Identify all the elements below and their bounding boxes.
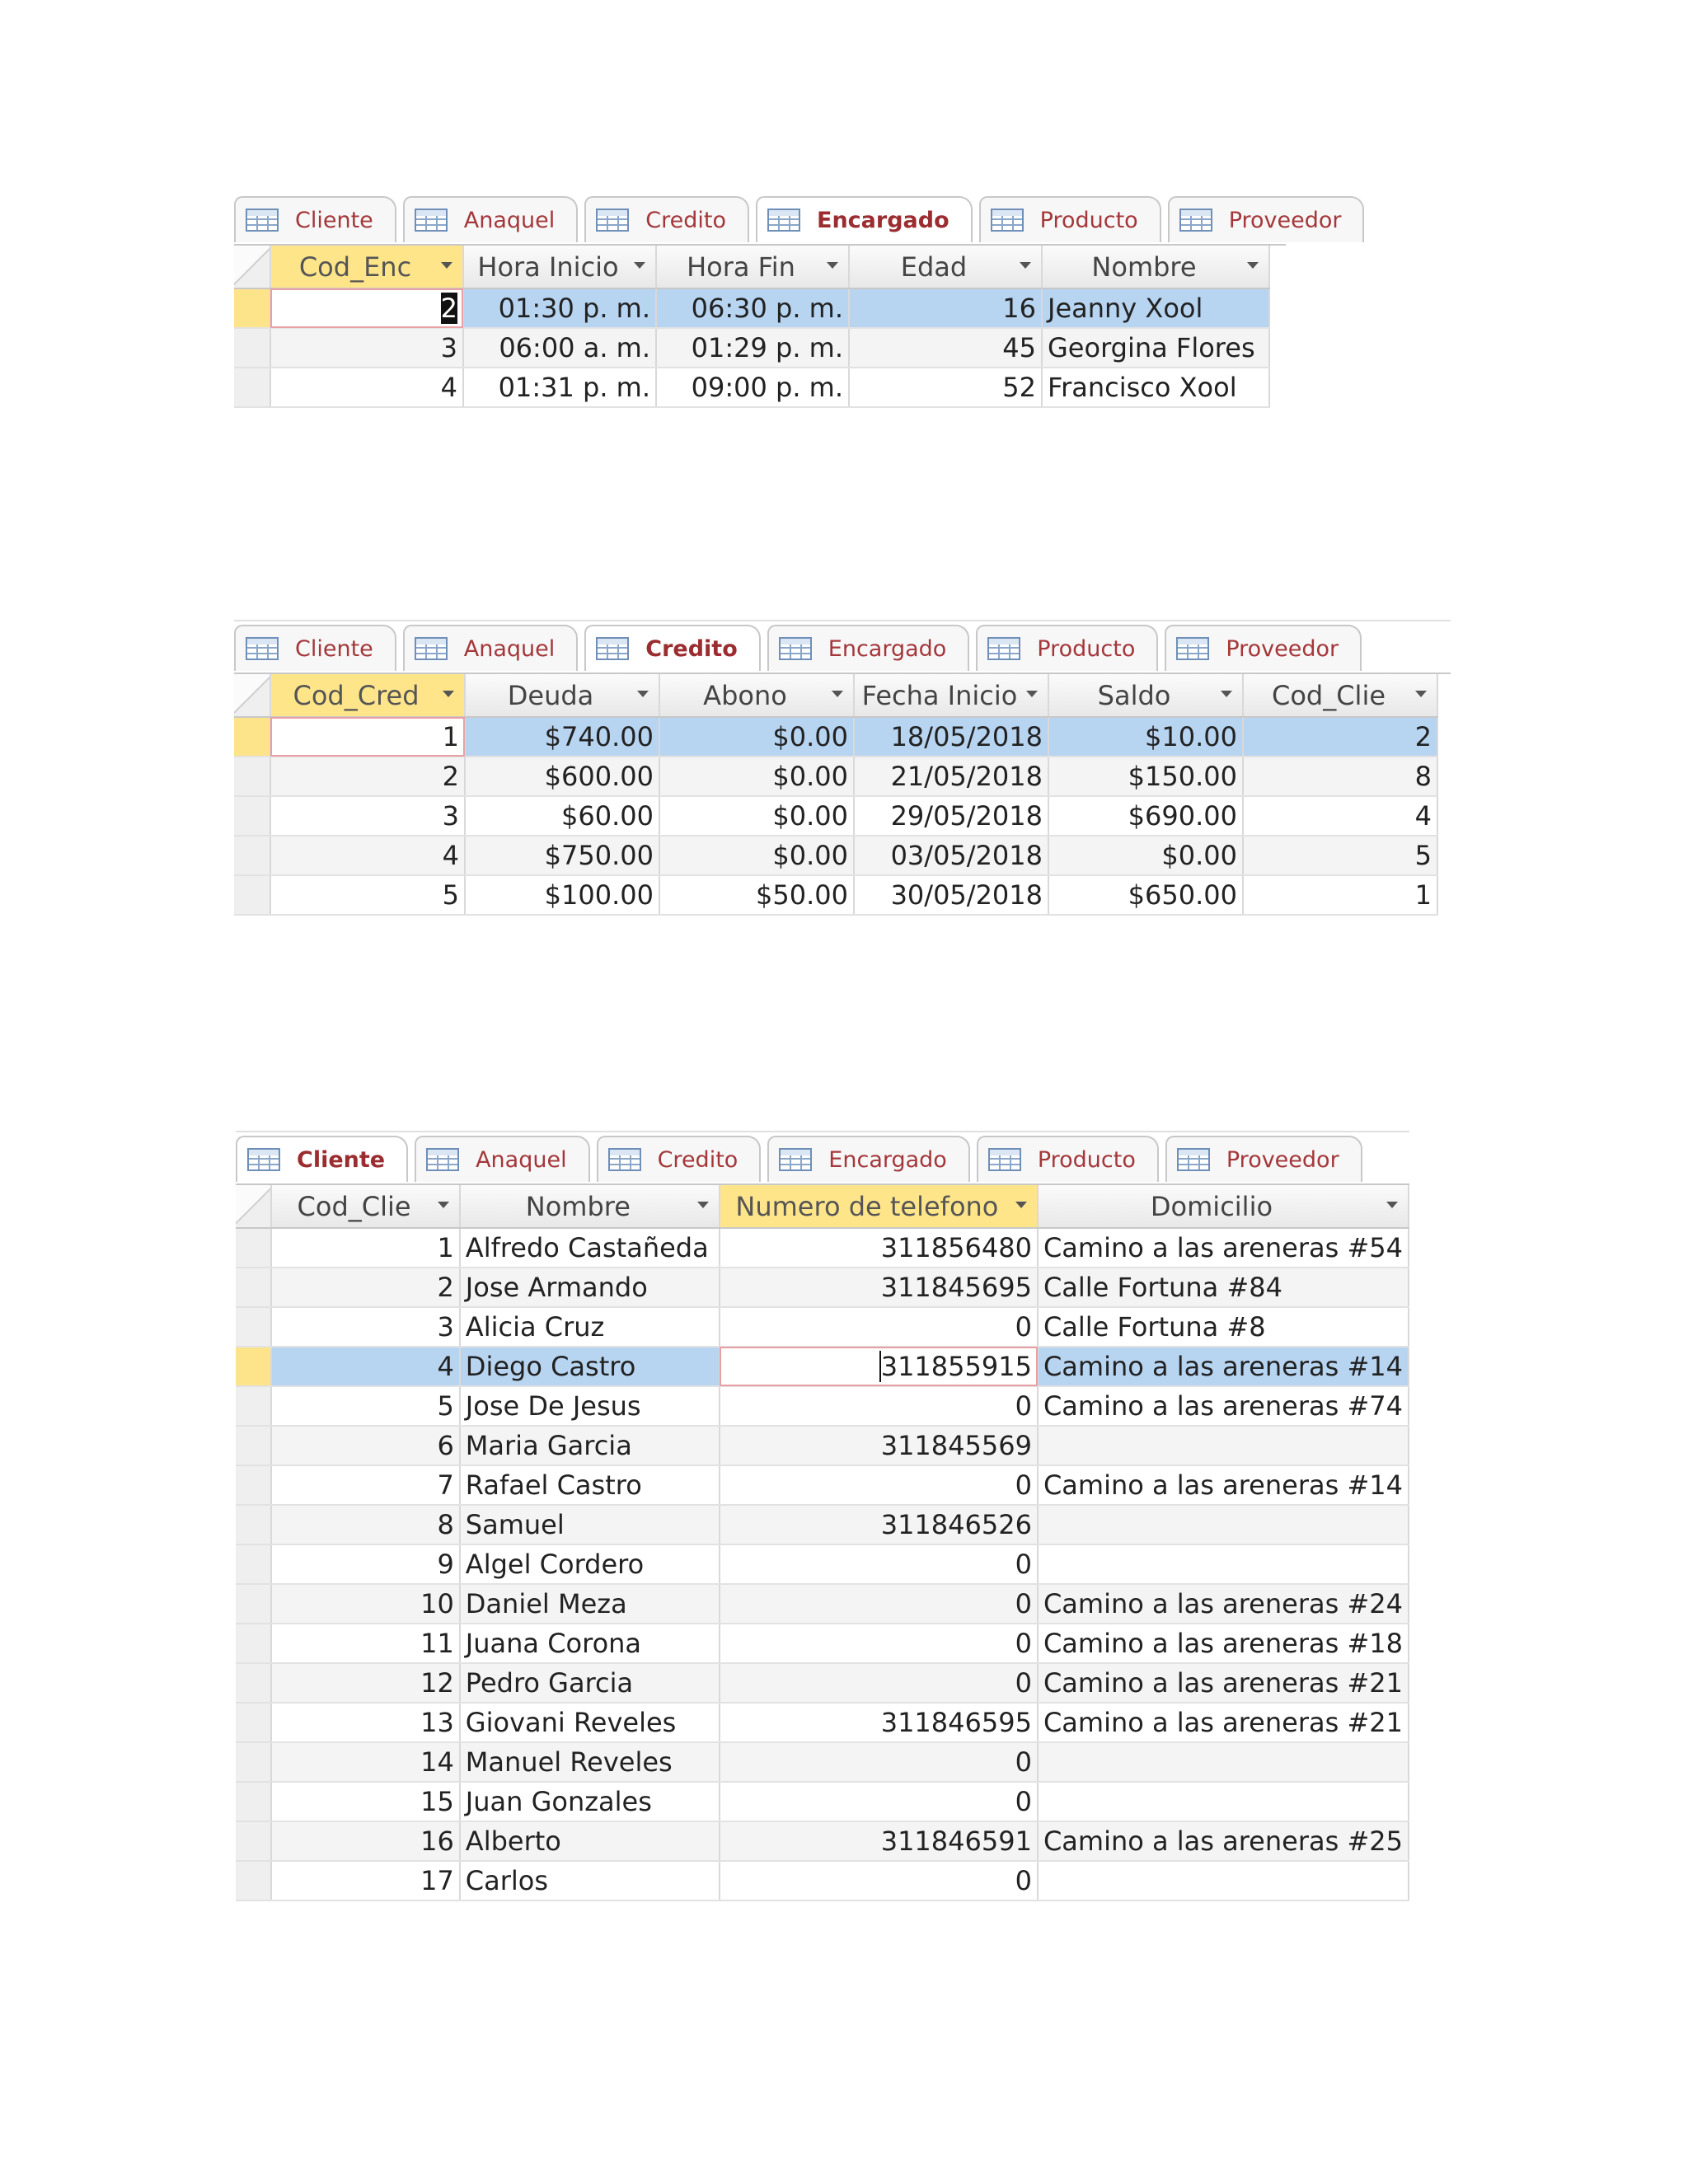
- cell-cod-clie[interactable]: 17: [271, 1861, 460, 1900]
- cell-nombre[interactable]: Pedro Garcia: [460, 1663, 720, 1703]
- dropdown-arrow-icon[interactable]: [832, 691, 843, 697]
- dropdown-arrow-icon[interactable]: [1247, 262, 1259, 269]
- tab-credito[interactable]: Credito: [597, 1136, 762, 1182]
- record-selector[interactable]: [234, 368, 270, 407]
- cell-fecha-inicio[interactable]: 29/05/2018: [854, 796, 1048, 836]
- cell-cod-clie[interactable]: 1: [271, 1228, 460, 1268]
- record-selector[interactable]: [236, 1624, 271, 1663]
- object-tab-bar: [234, 193, 1342, 246]
- table-row[interactable]: [236, 1703, 1409, 1742]
- dropdown-arrow-icon[interactable]: [1026, 691, 1038, 697]
- credito-datasheet: [234, 620, 1451, 916]
- table-row[interactable]: [236, 1663, 1409, 1703]
- column-header-hora-inicio[interactable]: Hora Inicio: [463, 246, 656, 288]
- cell-telefono[interactable]: 0: [720, 1624, 1038, 1663]
- select-all-corner[interactable]: [234, 246, 270, 288]
- dropdown-arrow-icon[interactable]: [438, 1202, 449, 1208]
- table-icon: [988, 1148, 1021, 1171]
- cell-cod-clie[interactable]: 4: [1243, 796, 1437, 836]
- cell-domicilio[interactable]: Calle Fortuna #8: [1038, 1307, 1409, 1347]
- column-header-numero-de-telefono[interactable]: Numero de telefono: [720, 1185, 1038, 1228]
- column-header-cod-enc[interactable]: Cod_Enc: [270, 246, 463, 288]
- cell-cod-clie[interactable]: 14: [271, 1742, 460, 1782]
- cell-saldo[interactable]: $10.00: [1048, 717, 1243, 757]
- cell-abono[interactable]: $0.00: [659, 836, 854, 875]
- cell-nombre[interactable]: Giovani Reveles: [460, 1703, 720, 1742]
- table-row[interactable]: [234, 717, 1437, 757]
- dropdown-arrow-icon[interactable]: [1020, 262, 1031, 269]
- cell-fecha-inicio[interactable]: 03/05/2018: [854, 836, 1048, 875]
- column-header-cod-clie[interactable]: Cod_Clie: [1243, 674, 1437, 717]
- tab-proveedor[interactable]: Proveedor: [1165, 625, 1362, 671]
- encargado-datasheet: [234, 193, 1342, 408]
- cell-domicilio[interactable]: Camino a las areneras #54: [1038, 1228, 1409, 1268]
- cell-domicilio[interactable]: Camino a las areneras #25: [1038, 1821, 1409, 1861]
- cell-cod-clie[interactable]: 11: [271, 1624, 460, 1663]
- record-selector[interactable]: [234, 836, 270, 875]
- cell-deuda[interactable]: $600.00: [465, 757, 659, 796]
- cell-deuda[interactable]: $750.00: [465, 836, 659, 875]
- cell-cod-clie[interactable]: 2: [1243, 717, 1437, 757]
- cell-cod-clie[interactable]: 1: [1243, 875, 1437, 915]
- cell-nombre[interactable]: Diego Castro: [460, 1347, 720, 1386]
- cell-domicilio[interactable]: Calle Fortuna #84: [1038, 1268, 1409, 1307]
- table-row[interactable]: [234, 796, 1437, 836]
- table-icon: [779, 637, 812, 660]
- cell-edad[interactable]: 52: [849, 368, 1042, 407]
- tab-producto[interactable]: Producto: [977, 1136, 1159, 1182]
- dropdown-arrow-icon[interactable]: [697, 1202, 709, 1208]
- cell-abono[interactable]: $0.00: [659, 717, 854, 757]
- tab-encargado[interactable]: Encargado: [767, 625, 970, 671]
- tab-anaquel[interactable]: Anaquel: [403, 196, 579, 242]
- table-row[interactable]: [236, 1386, 1409, 1426]
- table-icon: [415, 637, 448, 660]
- cell-cod-clie[interactable]: 5: [271, 1386, 460, 1426]
- table-row[interactable]: [236, 1821, 1409, 1861]
- tab-cliente[interactable]: Cliente: [234, 196, 396, 242]
- tab-cliente[interactable]: Cliente: [236, 1136, 408, 1182]
- tab-credito[interactable]: Credito: [584, 196, 749, 242]
- select-all-corner[interactable]: [236, 1185, 271, 1228]
- cell-deuda[interactable]: $60.00: [465, 796, 659, 836]
- cliente-table: [236, 1185, 1409, 1901]
- tab-anaquel[interactable]: Anaquel: [415, 1136, 590, 1182]
- table-icon: [415, 209, 448, 232]
- table-icon: [246, 637, 279, 660]
- cell-hora-fin[interactable]: 09:00 p. m.: [656, 368, 849, 407]
- cell-domicilio[interactable]: [1038, 1861, 1409, 1900]
- tab-producto[interactable]: Producto: [976, 625, 1158, 671]
- dropdown-arrow-icon[interactable]: [443, 691, 454, 697]
- column-header-edad[interactable]: Edad: [849, 246, 1042, 288]
- cell-abono[interactable]: $50.00: [659, 875, 854, 915]
- cell-fecha-inicio[interactable]: 30/05/2018: [854, 875, 1048, 915]
- cell-nombre[interactable]: Rafael Castro: [460, 1465, 720, 1505]
- cell-saldo[interactable]: $690.00: [1048, 796, 1243, 836]
- cell-saldo[interactable]: $650.00: [1048, 875, 1243, 915]
- cell-domicilio[interactable]: Camino a las areneras #14: [1038, 1347, 1409, 1386]
- cell-telefono[interactable]: 311846595: [720, 1703, 1038, 1742]
- cell-cod-clie[interactable]: 4: [271, 1347, 460, 1386]
- table-row[interactable]: [234, 875, 1437, 915]
- table-icon: [1176, 637, 1209, 660]
- cell-cod-cred[interactable]: 4: [270, 836, 465, 875]
- column-header-nombre[interactable]: Nombre: [1042, 246, 1269, 288]
- credito-table: [234, 674, 1438, 916]
- cell-domicilio[interactable]: Camino a las areneras #14: [1038, 1465, 1409, 1505]
- record-selector[interactable]: [236, 1386, 271, 1426]
- cell-cod-clie[interactable]: 2: [271, 1268, 460, 1307]
- cell-hora-inicio[interactable]: 01:31 p. m.: [463, 368, 656, 407]
- column-header-deuda[interactable]: Deuda: [465, 674, 659, 717]
- table-row[interactable]: [236, 1268, 1409, 1307]
- table-row[interactable]: [236, 1347, 1409, 1386]
- tab-anaquel[interactable]: Anaquel: [403, 625, 579, 671]
- cell-cod-enc[interactable]: 2: [270, 288, 463, 328]
- table-row[interactable]: [236, 1505, 1409, 1544]
- tab-proveedor[interactable]: Proveedor: [1168, 196, 1365, 242]
- dropdown-arrow-icon[interactable]: [1415, 691, 1427, 697]
- table-icon: [426, 1148, 459, 1171]
- cell-telefono[interactable]: 311856480: [720, 1228, 1038, 1268]
- cell-saldo[interactable]: $150.00: [1048, 757, 1243, 796]
- cell-nombre[interactable]: Jose De Jesus: [460, 1386, 720, 1426]
- table-row[interactable]: [236, 1426, 1409, 1465]
- record-selector[interactable]: [236, 1742, 271, 1782]
- cell-edad[interactable]: 16: [849, 288, 1042, 328]
- cell-cod-clie[interactable]: 9: [271, 1544, 460, 1584]
- object-tab-bar: [236, 1131, 1409, 1185]
- cell-telefono[interactable]: 0: [720, 1584, 1038, 1624]
- table-icon: [767, 209, 800, 232]
- cell-telefono[interactable]: 0: [720, 1386, 1038, 1426]
- cell-abono[interactable]: $0.00: [659, 796, 854, 836]
- column-header-abono[interactable]: Abono: [659, 674, 854, 717]
- text-cursor: 311855915: [880, 1351, 1032, 1382]
- cell-telefono[interactable]: 0: [720, 1742, 1038, 1782]
- record-selector[interactable]: [236, 1782, 271, 1821]
- table-row[interactable]: [236, 1584, 1409, 1624]
- cell-nombre[interactable]: Jeanny Xool: [1042, 288, 1269, 328]
- record-selector[interactable]: [234, 796, 270, 836]
- cell-telefono[interactable]: 0: [720, 1544, 1038, 1584]
- cell-nombre[interactable]: Manuel Reveles: [460, 1742, 720, 1782]
- cell-telefono[interactable]: 311846526: [720, 1505, 1038, 1544]
- dropdown-arrow-icon[interactable]: [1015, 1202, 1027, 1208]
- table-row[interactable]: [234, 288, 1269, 328]
- cell-cod-clie[interactable]: 8: [1243, 757, 1437, 796]
- cell-domicilio[interactable]: Camino a las areneras #21: [1038, 1663, 1409, 1703]
- tab-encargado[interactable]: Encargado: [756, 196, 973, 242]
- tab-producto[interactable]: Producto: [979, 196, 1161, 242]
- table-row[interactable]: [236, 1861, 1409, 1900]
- cell-cod-clie[interactable]: 10: [271, 1584, 460, 1624]
- table-row[interactable]: [234, 328, 1269, 368]
- table-icon: [991, 209, 1024, 232]
- object-tab-bar: [234, 620, 1451, 674]
- cell-hora-inicio[interactable]: 06:00 a. m.: [463, 328, 656, 368]
- cell-deuda[interactable]: $740.00: [465, 717, 659, 757]
- dropdown-arrow-icon[interactable]: [634, 262, 645, 269]
- cell-telefono[interactable]: 0: [720, 1861, 1038, 1900]
- cell-telefono[interactable]: 0: [720, 1782, 1038, 1821]
- cell-nombre[interactable]: Maria Garcia: [460, 1426, 720, 1465]
- tab-cliente[interactable]: Cliente: [234, 625, 396, 671]
- cell-cod-cred[interactable]: 2: [270, 757, 465, 796]
- cell-cod-clie[interactable]: 8: [271, 1505, 460, 1544]
- cell-cod-enc[interactable]: 4: [270, 368, 463, 407]
- cell-domicilio[interactable]: [1038, 1505, 1409, 1544]
- cell-telefono[interactable]: 0: [720, 1663, 1038, 1703]
- cell-telefono[interactable]: 0: [720, 1465, 1038, 1505]
- cell-fecha-inicio[interactable]: 21/05/2018: [854, 757, 1048, 796]
- cell-nombre[interactable]: Francisco Xool: [1042, 368, 1269, 407]
- table-icon: [779, 1148, 812, 1171]
- encargado-table: [234, 246, 1270, 408]
- cell-domicilio[interactable]: [1038, 1742, 1409, 1782]
- tab-credito[interactable]: Credito: [584, 625, 760, 671]
- cell-cod-clie[interactable]: 13: [271, 1703, 460, 1742]
- cell-nombre[interactable]: Juana Corona: [460, 1624, 720, 1663]
- record-selector[interactable]: [236, 1268, 271, 1307]
- table-row[interactable]: [236, 1465, 1409, 1505]
- cell-cod-clie[interactable]: 3: [271, 1307, 460, 1347]
- cell-hora-inicio[interactable]: 01:30 p. m.: [463, 288, 656, 328]
- cell-domicilio[interactable]: [1038, 1544, 1409, 1584]
- cell-fecha-inicio[interactable]: 18/05/2018: [854, 717, 1048, 757]
- table-icon: [987, 637, 1020, 660]
- table-icon: [247, 1148, 280, 1171]
- cell-nombre[interactable]: Alberto: [460, 1821, 720, 1861]
- tab-proveedor[interactable]: Proveedor: [1165, 1136, 1362, 1182]
- column-header-domicilio[interactable]: Domicilio: [1038, 1185, 1409, 1228]
- dropdown-arrow-icon[interactable]: [1221, 691, 1232, 697]
- record-selector[interactable]: [234, 875, 270, 915]
- record-selector[interactable]: [236, 1861, 271, 1900]
- record-selector[interactable]: [234, 328, 270, 368]
- cell-domicilio[interactable]: Camino a las areneras #18: [1038, 1624, 1409, 1663]
- cell-nombre[interactable]: Juan Gonzales: [460, 1782, 720, 1821]
- select-all-corner[interactable]: [234, 674, 270, 717]
- column-header-saldo[interactable]: Saldo: [1048, 674, 1243, 717]
- table-row[interactable]: [234, 757, 1437, 796]
- cell-telefono[interactable]: 311846591: [720, 1821, 1038, 1861]
- tab-encargado[interactable]: Encargado: [767, 1136, 970, 1182]
- table-row[interactable]: [236, 1544, 1409, 1584]
- record-selector[interactable]: [236, 1663, 271, 1703]
- cell-nombre[interactable]: Carlos: [460, 1861, 720, 1900]
- record-selector[interactable]: [236, 1544, 271, 1584]
- record-selector[interactable]: [236, 1505, 271, 1544]
- cell-domicilio[interactable]: Camino a las areneras #21: [1038, 1703, 1409, 1742]
- table-row[interactable]: [236, 1228, 1409, 1268]
- column-header-cod-clie[interactable]: Cod_Clie: [271, 1185, 460, 1228]
- cell-cod-clie[interactable]: 7: [271, 1465, 460, 1505]
- cell-hora-fin[interactable]: 01:29 p. m.: [656, 328, 849, 368]
- cell-hora-fin[interactable]: 06:30 p. m.: [656, 288, 849, 328]
- cell-domicilio[interactable]: Camino a las areneras #24: [1038, 1584, 1409, 1624]
- record-selector[interactable]: [236, 1584, 271, 1624]
- record-selector[interactable]: [234, 757, 270, 796]
- record-selector[interactable]: [236, 1307, 271, 1347]
- cell-telefono[interactable]: [720, 1347, 1038, 1386]
- column-header-nombre[interactable]: Nombre: [460, 1185, 720, 1228]
- table-row[interactable]: [234, 368, 1269, 407]
- dropdown-arrow-icon[interactable]: [637, 691, 649, 697]
- cell-domicilio[interactable]: Camino a las areneras #74: [1038, 1386, 1409, 1426]
- cell-cod-cred[interactable]: 3: [270, 796, 465, 836]
- table-icon: [1179, 209, 1212, 232]
- table-row[interactable]: [236, 1307, 1409, 1347]
- cell-cod-clie[interactable]: 16: [271, 1821, 460, 1861]
- cell-telefono[interactable]: 311845695: [720, 1268, 1038, 1307]
- cell-cod-enc[interactable]: 3: [270, 328, 463, 368]
- cell-domicilio[interactable]: [1038, 1426, 1409, 1465]
- cell-abono[interactable]: $0.00: [659, 757, 854, 796]
- cell-edad[interactable]: 45: [849, 328, 1042, 368]
- table-icon: [596, 209, 629, 232]
- cell-cod-cred[interactable]: 1: [270, 717, 465, 757]
- cell-nombre[interactable]: Alicia Cruz: [460, 1307, 720, 1347]
- cell-saldo[interactable]: $0.00: [1048, 836, 1243, 875]
- table-icon: [1177, 1148, 1210, 1171]
- table-row[interactable]: [236, 1624, 1409, 1663]
- record-selector[interactable]: [236, 1465, 271, 1505]
- cell-cod-cred[interactable]: 5: [270, 875, 465, 915]
- cell-telefono[interactable]: 0: [720, 1307, 1038, 1347]
- record-selector[interactable]: [236, 1703, 271, 1742]
- dropdown-arrow-icon[interactable]: [441, 262, 452, 269]
- cell-nombre[interactable]: Alfredo Castañeda: [460, 1228, 720, 1268]
- cell-cod-clie[interactable]: 5: [1243, 836, 1437, 875]
- cell-nombre[interactable]: Samuel: [460, 1505, 720, 1544]
- record-selector[interactable]: [236, 1426, 271, 1465]
- column-header-fecha-inicio[interactable]: Fecha Inicio: [854, 674, 1048, 717]
- cell-nombre[interactable]: Jose Armando: [460, 1268, 720, 1307]
- cell-cod-clie[interactable]: 12: [271, 1663, 460, 1703]
- cell-cod-clie[interactable]: 15: [271, 1782, 460, 1821]
- column-header-cod-cred[interactable]: Cod_Cred: [270, 674, 465, 717]
- dropdown-arrow-icon[interactable]: [1386, 1202, 1398, 1208]
- record-selector[interactable]: [234, 717, 270, 757]
- dropdown-arrow-icon[interactable]: [827, 262, 838, 269]
- cell-deuda[interactable]: $100.00: [465, 875, 659, 915]
- table-icon: [596, 637, 629, 660]
- cell-nombre[interactable]: Daniel Meza: [460, 1584, 720, 1624]
- record-selector[interactable]: [236, 1347, 271, 1386]
- cell-telefono[interactable]: 311845569: [720, 1426, 1038, 1465]
- table-row[interactable]: [234, 836, 1437, 875]
- table-row[interactable]: [236, 1782, 1409, 1821]
- table-icon: [246, 209, 279, 232]
- column-header-hora-fin[interactable]: Hora Fin: [656, 246, 849, 288]
- table-row[interactable]: [236, 1742, 1409, 1782]
- cell-nombre[interactable]: Georgina Flores: [1042, 328, 1269, 368]
- cell-cod-clie[interactable]: 6: [271, 1426, 460, 1465]
- cliente-datasheet: [236, 1131, 1409, 1901]
- record-selector[interactable]: [236, 1228, 271, 1268]
- table-icon: [608, 1148, 641, 1171]
- cell-nombre[interactable]: Algel Cordero: [460, 1544, 720, 1584]
- record-selector[interactable]: [236, 1821, 271, 1861]
- record-selector[interactable]: [234, 288, 270, 328]
- cell-domicilio[interactable]: [1038, 1782, 1409, 1821]
